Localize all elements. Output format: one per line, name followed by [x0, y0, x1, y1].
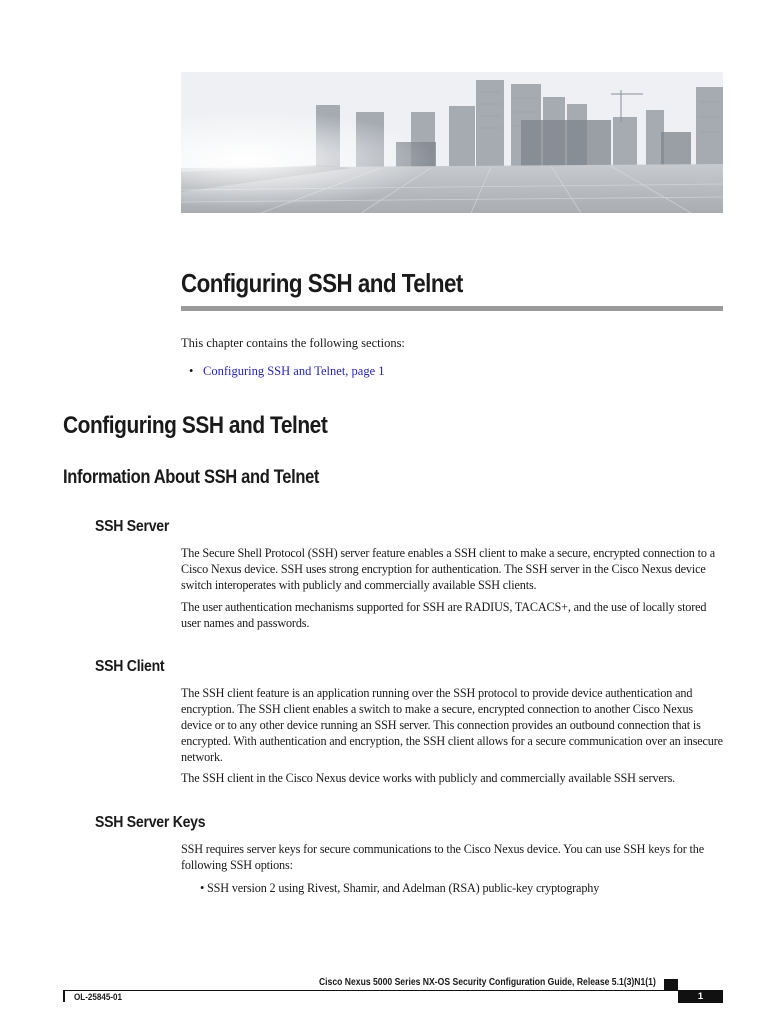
- ssh-client-heading: SSH Client: [95, 658, 165, 675]
- footer-mark: [664, 979, 678, 990]
- ssh-client-paragraph-2: The SSH client in the Cisco Nexus device works with publicly and commercially available SSH servers.: [181, 771, 676, 785]
- chapter-title-rule: [181, 306, 723, 311]
- ssh-server-keys-paragraph: SSH requires server keys for secure communications to the Cisco Nexus device. You can use SSH keys for the following SSH options:: [181, 842, 704, 872]
- footer-tick: [63, 990, 65, 1002]
- chapter-title: Configuring SSH and Telnet: [181, 268, 463, 298]
- ssh-server-paragraph-1: The Secure Shell Protocol (SSH) server feature enables a SSH client to make a secure, encrypted connection to a Cisco Nexus device. SSH uses strong encryption for authentication. The SSH server in the Cisco Nexus device switch interoperates with publicly and commercially available SSH clients.: [181, 546, 715, 592]
- ssh-server-paragraph-2: The user authentication mechanisms supported for SSH are RADIUS, TACACS+, and the use of locally stored user names and passwords.: [181, 600, 707, 630]
- footer-guide-title: Cisco Nexus 5000 Series NX-OS Security Configuration Guide, Release 5.1(3)N1(1): [319, 976, 656, 988]
- bullet-icon: •: [189, 364, 194, 378]
- ssh-keys-bullet-item: • SSH version 2 using Rivest, Shamir, and Adelman (RSA) public-key cryptography: [200, 881, 600, 895]
- chapter-intro: This chapter contains the following sections:: [181, 336, 405, 350]
- chapter-toc: [189, 364, 385, 379]
- section-title: Configuring SSH and Telnet: [63, 412, 328, 439]
- ssh-server-keys-heading: SSH Server Keys: [95, 814, 206, 831]
- chapter-banner-image: [181, 72, 723, 213]
- footer-rule: [63, 990, 723, 991]
- toc-link[interactable]: Configuring SSH and Telnet, page 1: [203, 364, 385, 378]
- city-skyline-illustration: [181, 72, 723, 213]
- toc-item: [189, 364, 385, 379]
- footer-page-number: 1: [678, 991, 723, 1003]
- ssh-server-heading: SSH Server: [95, 518, 170, 535]
- section-subtitle: Information About SSH and Telnet: [63, 467, 320, 488]
- footer-doc-number: OL-25845-01: [74, 992, 123, 1003]
- ssh-client-paragraph-1: The SSH client feature is an application running over the SSH protocol to provide device authentication and encryption. The SSH client enables a switch to make a secure, encrypted connection to another Cisco Nexus device or to any other device running an SSH server. This connection provides an outbound connection that is encrypted. With authentication and encryption, the SSH client allows for a secure communication over an insecure network.: [181, 686, 723, 764]
